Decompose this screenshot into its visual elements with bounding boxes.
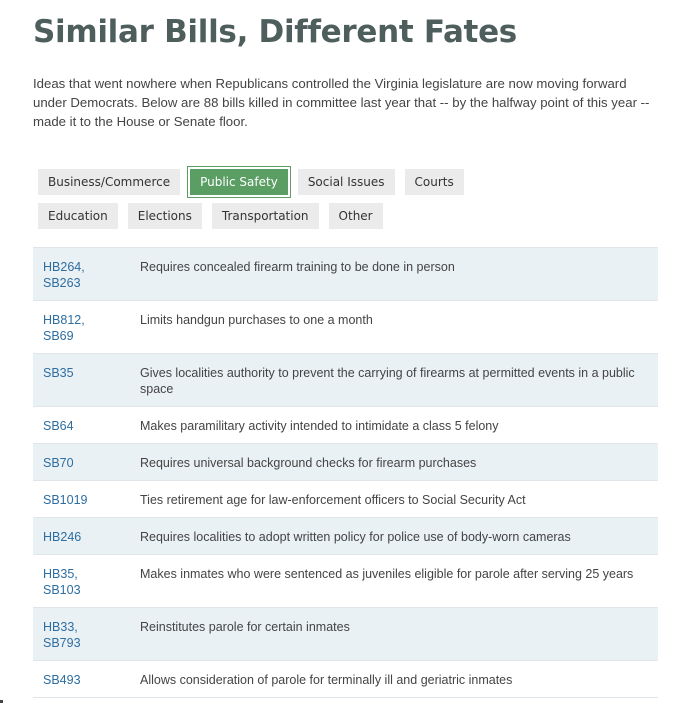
table-row (33, 301, 658, 354)
table-row (33, 555, 658, 608)
bills-table (33, 247, 658, 698)
bill-number: SB35 (33, 354, 140, 407)
table-row (33, 407, 658, 444)
bill-number: SB70 (33, 444, 140, 481)
bill-number: HB812, SB69 (33, 301, 140, 354)
filter-elections[interactable]: Elections (128, 203, 202, 229)
bill-description: Requires universal background checks for firearm purchases (140, 444, 658, 481)
table-row (33, 608, 658, 661)
bill-number: SB64 (33, 407, 140, 444)
bill-number: SB1019 (33, 481, 140, 518)
table-row (33, 518, 658, 555)
bill-description: Gives localities authority to prevent the carrying of firearms at permitted events in a public space (140, 354, 658, 407)
bill-description: Allows consideration of parole for terminally ill and geriatric inmates (140, 661, 658, 698)
table-row (33, 481, 658, 518)
bill-description: Limits handgun purchases to one a month (140, 301, 658, 354)
edge-artifact (0, 700, 3, 703)
page-title: Similar Bills, Different Fates (33, 14, 517, 50)
bill-description: Reinstitutes parole for certain inmates (140, 608, 658, 661)
filter-education[interactable]: Education (38, 203, 118, 229)
bill-description: Requires concealed firearm training to be done in person (140, 248, 658, 301)
table-row (33, 248, 658, 301)
filter-social-issues[interactable]: Social Issues (298, 169, 395, 195)
table-row (33, 354, 658, 407)
table-row (33, 444, 658, 481)
bill-number: SB493 (33, 661, 140, 698)
bill-description: Makes inmates who were sentenced as juveniles eligible for parole after serving 25 years (140, 555, 658, 608)
category-filters (33, 169, 658, 229)
filter-other[interactable]: Other (329, 203, 383, 229)
bill-description: Ties retirement age for law-enforcement officers to Social Security Act (140, 481, 658, 518)
bill-number: HB35, SB103 (33, 555, 140, 608)
filter-public-safety[interactable]: Public Safety (190, 169, 288, 195)
filter-transportation[interactable]: Transportation (212, 203, 319, 229)
bill-number: HB246 (33, 518, 140, 555)
table-row (33, 661, 658, 698)
article-graphic (33, 0, 658, 698)
bill-number: HB33, SB793 (33, 608, 140, 661)
filter-business-commerce[interactable]: Business/Commerce (38, 169, 180, 195)
bill-description: Requires localities to adopt written policy for police use of body-worn cameras (140, 518, 658, 555)
bill-description: Makes paramilitary activity intended to intimidate a class 5 felony (140, 407, 658, 444)
filter-row-1 (38, 169, 658, 195)
bill-number: HB264, SB263 (33, 248, 140, 301)
filter-courts[interactable]: Courts (405, 169, 464, 195)
intro-text: Ideas that went nowhere when Republicans controlled the Virginia legislature are now moving forward under Democrats. Below are 88 bills killed in committee last year that -- by the halfway point of this year -- made it to the House or Senate floor. (33, 76, 650, 129)
filter-row-2 (38, 203, 658, 229)
